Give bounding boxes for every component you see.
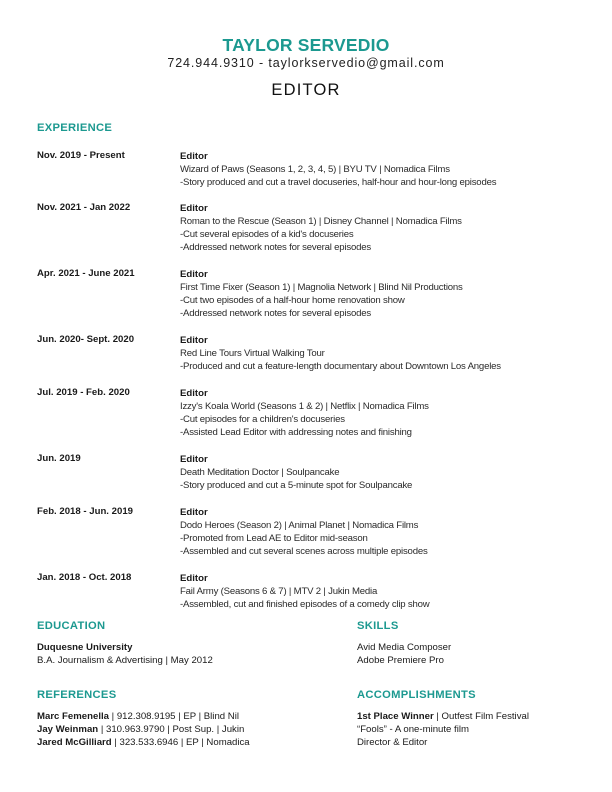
entry-line: Izzy's Koala World (Seasons 1 & 2) | Netflix | Nomadica Films <box>180 401 429 412</box>
entry-line: Red Line Tours Virtual Walking Tour <box>180 348 325 359</box>
skill-item: Avid Media Composer <box>357 642 452 653</box>
entry-details <box>180 150 580 189</box>
entry-details <box>180 202 580 254</box>
entry-details <box>180 506 580 558</box>
reference-item <box>37 723 244 736</box>
role-title: EDITOR <box>271 81 341 99</box>
entry-title: Editor <box>180 507 208 518</box>
candidate-name: TAYLOR SERVEDIO <box>222 35 390 55</box>
entry-line: Fail Army (Seasons 6 & 7) | MTV 2 | Jukin Media <box>180 586 378 597</box>
entry-date: Apr. 2021 - June 2021 <box>37 268 135 279</box>
entry-details <box>180 334 580 373</box>
entry-date: Nov. 2019 - Present <box>37 150 125 161</box>
reference-details: | 310.963.9790 | Post Sup. | Jukin <box>98 724 245 735</box>
references-heading: REFERENCES <box>37 689 117 701</box>
award-detail: | Outfest Film Festival <box>433 711 529 722</box>
entry-title: Editor <box>180 388 208 399</box>
reference-item <box>37 736 250 749</box>
reference-name: Marc Femenella <box>37 711 109 722</box>
entry-line: -Assisted Lead Editor with addressing notes and finishing <box>180 427 412 438</box>
reference-details: | 323.533.6946 | EP | Nomadica <box>111 737 250 748</box>
entry-line: Death Meditation Doctor | Soulpancake <box>180 467 340 478</box>
entry-details <box>180 572 580 611</box>
entry-line: -Addressed network notes for several episodes <box>180 242 371 253</box>
accomplishment-role: Director & Editor <box>357 737 428 748</box>
entry-title: Editor <box>180 203 208 214</box>
entry-details <box>180 387 580 439</box>
reference-name: Jared McGilliard <box>37 737 112 748</box>
entry-line: Dodo Heroes (Season 2) | Animal Planet | Nomadica Films <box>180 520 419 531</box>
entry-line: -Cut several episodes of a kid's docuseries <box>180 229 354 240</box>
entry-line: -Assembled, cut and finished episodes of a comedy clip show <box>180 599 430 610</box>
entry-title: Editor <box>180 151 208 162</box>
accomplishment-award <box>357 710 529 723</box>
skills-heading: SKILLS <box>357 620 399 632</box>
entry-line: -Promoted from Lead AE to Editor mid-season <box>180 533 368 544</box>
education-degree: B.A. Journalism & Advertising | May 2012 <box>37 655 213 666</box>
entry-line: -Story produced and cut a 5-minute spot for Soulpancake <box>180 480 413 491</box>
reference-name: Jay Weinman <box>37 724 99 735</box>
accomplishment-film: “Fools” - A one-minute film <box>357 724 469 735</box>
accomplishments-heading: ACCOMPLISHMENTS <box>357 689 476 701</box>
education-heading: EDUCATION <box>37 620 106 632</box>
entry-title: Editor <box>180 335 208 346</box>
entry-line: -Produced and cut a feature-length documentary about Downtown Los Angeles <box>180 361 501 372</box>
entry-title: Editor <box>180 573 208 584</box>
skill-item: Adobe Premiere Pro <box>357 655 444 666</box>
entry-line: Wizard of Paws (Seasons 1, 2, 3, 4, 5) | BYU TV | Nomadica Films <box>180 164 450 175</box>
entry-line: -Assembled and cut several scenes across multiple episodes <box>180 546 428 557</box>
entry-details <box>180 453 580 492</box>
entry-title: Editor <box>180 269 208 280</box>
entry-line: -Cut episodes for a children's docuseries <box>180 414 345 425</box>
entry-line: -Addressed network notes for several episodes <box>180 308 371 319</box>
entry-date: Feb. 2018 - Jun. 2019 <box>37 506 133 517</box>
entry-date: Nov. 2021 - Jan 2022 <box>37 202 131 213</box>
education-school: Duquesne University <box>37 642 133 653</box>
entry-date: Jun. 2019 <box>37 453 81 464</box>
entry-title: Editor <box>180 454 208 465</box>
entry-date: Jun. 2020- Sept. 2020 <box>37 334 135 345</box>
entry-details <box>180 268 580 320</box>
experience-heading: EXPERIENCE <box>37 122 113 134</box>
entry-date: Jul. 2019 - Feb. 2020 <box>37 387 130 398</box>
entry-line: -Cut two episodes of a half-hour home renovation show <box>180 295 405 306</box>
contact-info: 724.944.9310 - taylorkservedio@gmail.com <box>167 56 445 70</box>
reference-item <box>37 710 239 723</box>
reference-details: | 912.308.9195 | EP | Blind Nil <box>109 711 239 722</box>
award-name: 1st Place Winner <box>357 711 434 722</box>
entry-line: First Time Fixer (Season 1) | Magnolia Network | Blind Nil Productions <box>180 282 463 293</box>
entry-line: -Story produced and cut a travel docuseries, half-hour and hour-long episodes <box>180 177 497 188</box>
entry-date: Jan. 2018 - Oct. 2018 <box>37 572 132 583</box>
entry-line: Roman to the Rescue (Season 1) | Disney Channel | Nomadica Films <box>180 216 462 227</box>
